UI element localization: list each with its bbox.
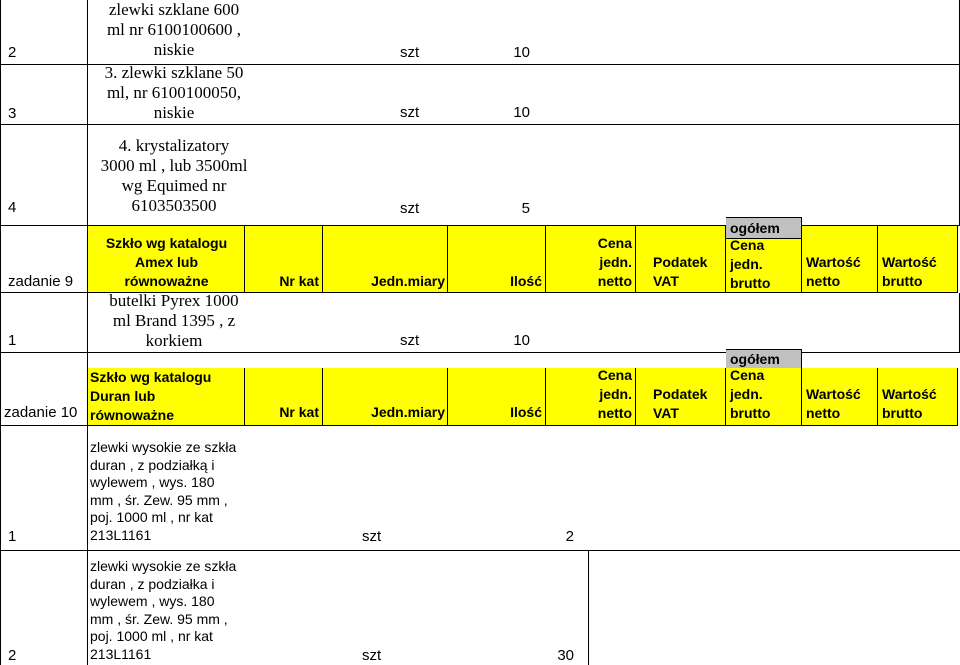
row-number: 3 (8, 105, 17, 122)
section-label: zadanie 9 (8, 273, 74, 290)
unit-value: szt (400, 332, 420, 349)
qty-value: 10 (513, 44, 530, 61)
qty-value: 10 (513, 104, 530, 121)
header-vat[interactable]: Podatek VAT (636, 226, 726, 293)
row-3-content-cell[interactable] (88, 65, 960, 125)
header-wartosc-netto[interactable]: Wartość netto (802, 226, 878, 293)
section-label: zadanie 10 (4, 404, 78, 421)
header-cena-brutto[interactable]: Cena jedn. brutto (726, 239, 802, 293)
header-szklo[interactable]: Szkło wg katalogu Duran lub równoważne (88, 368, 245, 426)
header-nr-kat[interactable]: Nr kat (245, 368, 323, 426)
item-description: 4. krystalizatory 3000 ml , lub 3500ml wg Equimed nr 6103503500 (100, 136, 248, 215)
zadanie-9-label-cell[interactable] (0, 226, 88, 293)
header-cena-netto[interactable]: Cena jedn. netto (546, 226, 636, 293)
header-ogolem[interactable]: ogółem (726, 349, 802, 369)
header-wartosc-brutto[interactable]: Wartość brutto (878, 226, 958, 293)
row-number: 4 (8, 199, 17, 216)
header-szklo[interactable]: Szkło wg katalogu Amex lub równoważne (88, 226, 245, 293)
header-vat[interactable]: Podatek VAT (636, 368, 726, 426)
item-description: zlewki szklane 600 ml nr 6100100600 , niskie (106, 0, 242, 59)
header-cena-brutto[interactable]: Cena jedn. brutto (726, 368, 802, 426)
item-description: zlewki wysokie ze szkła duran , z podziałką i wylewem , wys. 180 mm , śr. Zew. 95 mm , poj. 1000 ml , nr kat 213L1161 (90, 439, 237, 543)
zad10-row-1-num-cell[interactable]: 1 (0, 426, 88, 551)
zad10-row-2-content-cell[interactable] (88, 551, 589, 665)
zad9-row-1-content-cell[interactable] (88, 293, 960, 353)
zad10-row-1-content-cell[interactable] (88, 426, 960, 551)
zad9-row-1-num-cell[interactable]: 1 (0, 293, 88, 353)
qty-value: 30 (557, 647, 574, 664)
unit-value: szt (362, 528, 382, 545)
item-description: zlewki wysokie ze szkła duran , z podziałka i wylewem , wys. 180 mm , śr. Zew. 95 mm , poj. 1000 ml , nr kat 213L1161 (90, 558, 237, 662)
header-jedn-miary[interactable]: Jedn.miary (323, 368, 448, 426)
qty-value: 2 (565, 528, 574, 545)
zad10-row-2-num-cell[interactable]: 2 (0, 551, 88, 665)
row-3-num-cell[interactable] (0, 65, 88, 125)
header-ogolem[interactable]: ogółem (726, 217, 802, 239)
row-number: 2 (8, 44, 17, 61)
header-cena-netto[interactable]: Cena jedn. netto (546, 368, 636, 426)
header-ilosc[interactable]: Ilość (448, 226, 546, 293)
unit-value: szt (362, 647, 382, 664)
item-description: 3. zlewki szklane 50 ml, nr 6100100050, niskie (104, 65, 244, 122)
header-ilosc[interactable]: Ilość (448, 368, 546, 426)
header-nr-kat[interactable]: Nr kat (245, 226, 323, 293)
header-wartosc-brutto[interactable]: Wartość brutto (878, 368, 958, 426)
qty-value: 5 (521, 200, 530, 217)
row-4-content-cell[interactable] (88, 125, 960, 226)
unit-value: szt (400, 200, 420, 217)
header-jedn-miary[interactable]: Jedn.miary (323, 226, 448, 293)
qty-value: 10 (513, 332, 530, 349)
item-description: butelki Pyrex 1000 ml Brand 1395 , z korkiem (109, 293, 239, 350)
header-wartosc-netto[interactable]: Wartość netto (802, 368, 878, 426)
row-4-num-cell[interactable] (0, 125, 88, 226)
zadanie-10-label-cell[interactable] (0, 353, 88, 426)
row-2-num-cell[interactable] (0, 0, 88, 65)
unit-value: szt (400, 104, 420, 121)
row-2-content-cell[interactable] (88, 0, 960, 65)
unit-value: szt (400, 44, 420, 61)
